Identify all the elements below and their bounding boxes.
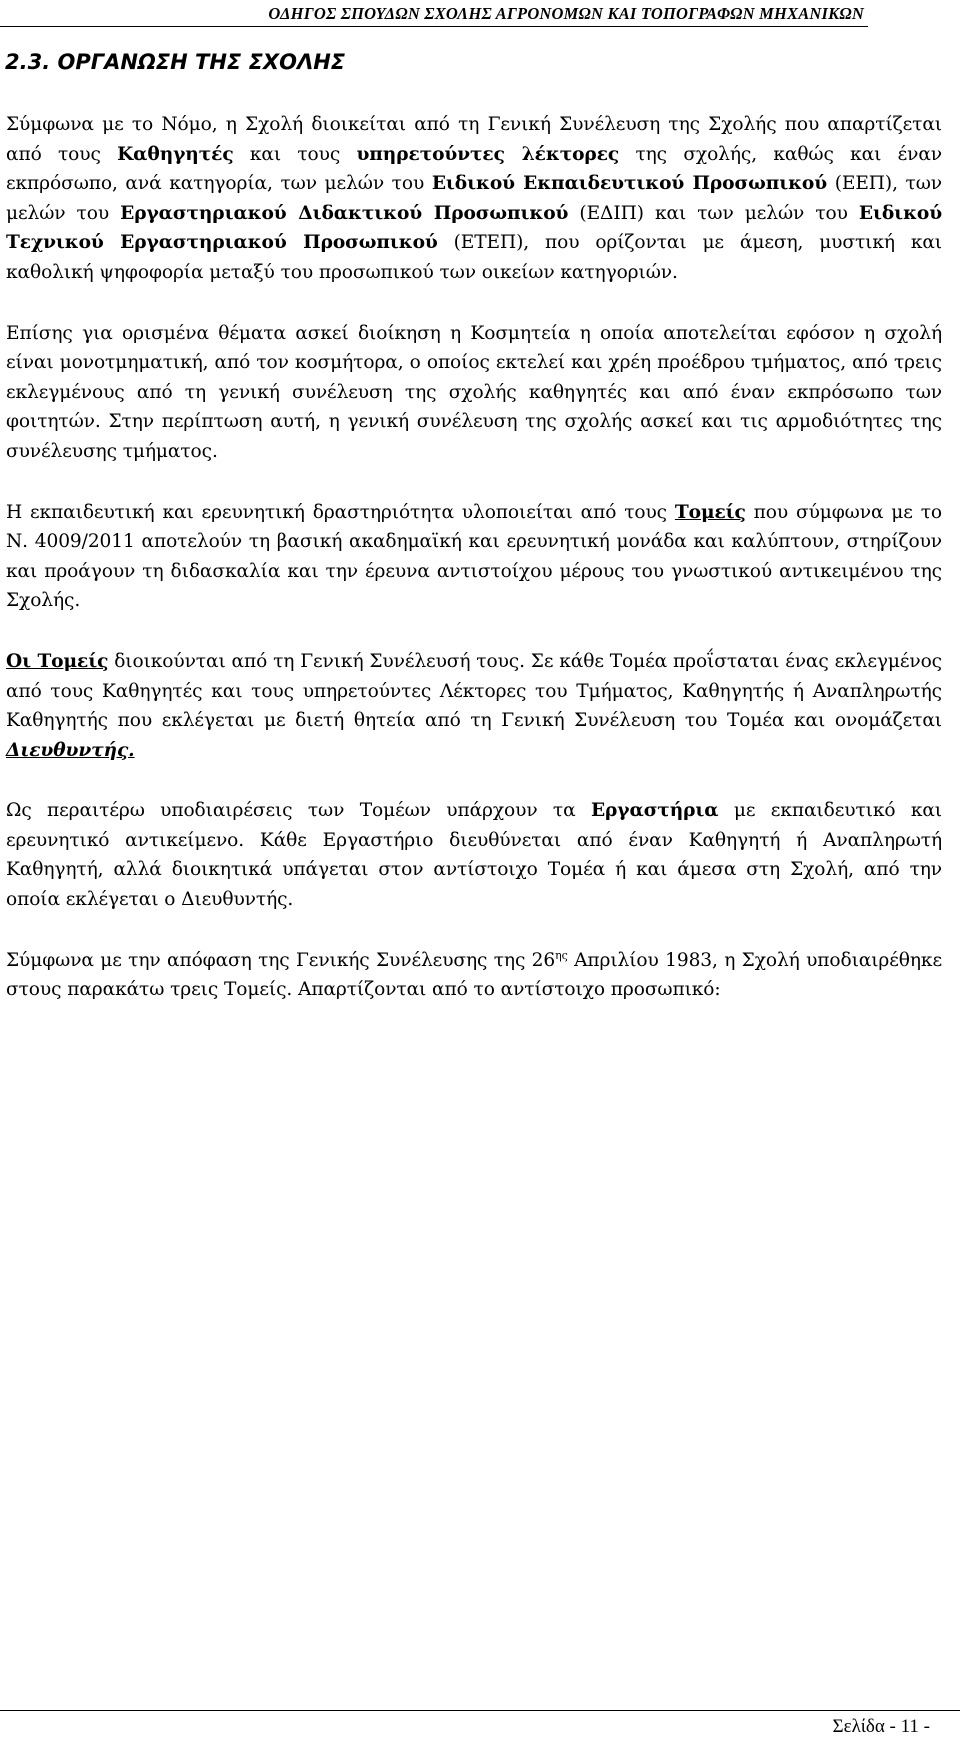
text: της σχολής, καθώς και έναν εκπρόσωπο, ανά κατηγορία, των μελών του bbox=[6, 143, 943, 195]
text: (ΕΔΙΠ) και των μελών του bbox=[568, 202, 859, 224]
paragraph-2: Επίσης για ορισμένα θέματα ασκεί διοίκηση η Κοσμητεία η οποία αποτελείται εφόσον η σχολή είναι μονοτμηματική, από τον κοσμήτορα, ο οποίος εκτελεί και χρέη προέδρου τμήματος, από τρεις εκλεγμένους από τη γενική συνέλευση της σχολής καθηγητές και από έναν εκπρόσωπο των φοιτητών. Στην περίπτωση αυτή, η γενική συνέλευση της σχολής ασκεί και τις αρμοδιότητες της συνέλευσης τμήματος. bbox=[6, 322, 942, 462]
bold-term: υπηρετούντες λέκτορες bbox=[356, 143, 620, 165]
paragraph-4 bbox=[6, 647, 942, 765]
page-number: Σελίδα - 11 - bbox=[832, 1716, 930, 1737]
bold-term: Ειδικού Εκπαιδευτικού Προσωπικού bbox=[431, 173, 828, 195]
text: Σύμφωνα με την απόφαση της Γενικής Συνέλευσης της 26 bbox=[6, 949, 556, 971]
text: Ως περαιτέρω υποδιαιρέσεις των Τομέων υπάρχουν τα bbox=[6, 800, 591, 822]
bold-italic-underlined-term: Διευθυντής. bbox=[6, 739, 135, 761]
section-title: 2.3. ΟΡΓΑΝΩΣΗ ΤΗΣ ΣΧΟΛΗΣ bbox=[5, 50, 346, 74]
text: (ΕΕΠ), των μελών του bbox=[6, 173, 942, 224]
bold-term: Εργαστήρια bbox=[590, 800, 719, 822]
bold-term: Ειδικού Τεχνικού Εργαστηριακού Προσωπικού bbox=[6, 202, 943, 254]
body-text bbox=[6, 110, 942, 1036]
text: διοικούνται από τη Γενική Συνέλευσή τους. Σε κάθε Τομέα προΐσταται ένας εκλεγμένος από τους Καθηγητές και τους υπηρετούντες Λέκτορες του Τμήματος, Καθηγητής ή Αναπληρωτής Καθηγητής που εκλέγεται με διετή θητεία από τη Γενική Συνέλευση του Τομέα και ονομάζεται bbox=[6, 650, 942, 732]
paragraph-1 bbox=[6, 110, 942, 288]
text: που σύμφωνα με το Ν. 4009/2011 αποτελούν τη βασική ακαδημαϊκή και ερευνητική μονάδα και καλύπτουν, στηρίζουν και προάγουν τη διδασκαλία και την έρευνα αντιστοίχου μέρους του γνωστικού αντικειμένου της Σχολής. bbox=[6, 501, 942, 612]
bold-term: Καθηγητές bbox=[117, 143, 234, 165]
bold-underlined-term: Τομείς bbox=[674, 501, 746, 523]
text: Η εκπαιδευτική και ερευνητική δραστηριότητα υλοποιείται από τους bbox=[6, 501, 675, 523]
text: Απριλίου 1983, η Σχολή υποδιαιρέθηκε στους παρακάτω τρεις Τομείς. Απαρτίζονται από το αντίστοιχο προσωπικό: bbox=[6, 949, 942, 1001]
running-header: ΟΔΗΓΟΣ ΣΠΟΥΔΩΝ ΣΧΟΛΗΣ ΑΓΡΟΝΟΜΩΝ ΚΑΙ ΤΟΠΟΓΡΑΦΩΝ ΜΗΧΑΝΙΚΩΝ bbox=[268, 4, 864, 23]
text: (ΕΤΕΠ), που ορίζονται με άμεση, μυστική και καθολική ψηφοφορία μεταξύ του προσωπικού των οικείων κατηγοριών. bbox=[6, 232, 942, 283]
footer-rule bbox=[0, 1710, 960, 1711]
header-rule bbox=[0, 26, 868, 27]
bold-underlined-term: Οι Τομείς bbox=[6, 650, 109, 672]
text: με εκπαιδευτικό και ερευνητικό αντικείμενο. Κάθε Εργαστήριο διευθύνεται από έναν Καθηγητή ή Αναπληρωτή Καθηγητή, αλλά διοικητικά υπάγεται στον αντίστοιχο Τομέα ή και άμεσα στη Σχολή, από την οποία εκλέγεται ο Διευθυντής. bbox=[6, 800, 942, 911]
paragraph-6 bbox=[6, 946, 942, 1005]
superscript: ης bbox=[555, 948, 568, 962]
paragraph-3 bbox=[6, 498, 942, 616]
bold-term: Εργαστηριακού Διδακτικού Προσωπικού bbox=[120, 202, 569, 224]
text: και τους bbox=[233, 143, 357, 165]
paragraph-5 bbox=[6, 796, 942, 914]
text: Σύμφωνα με το Νόμο, η Σχολή διοικείται από τη Γενική Συνέλευση της Σχολής που απαρτίζεται από τους bbox=[6, 114, 942, 165]
